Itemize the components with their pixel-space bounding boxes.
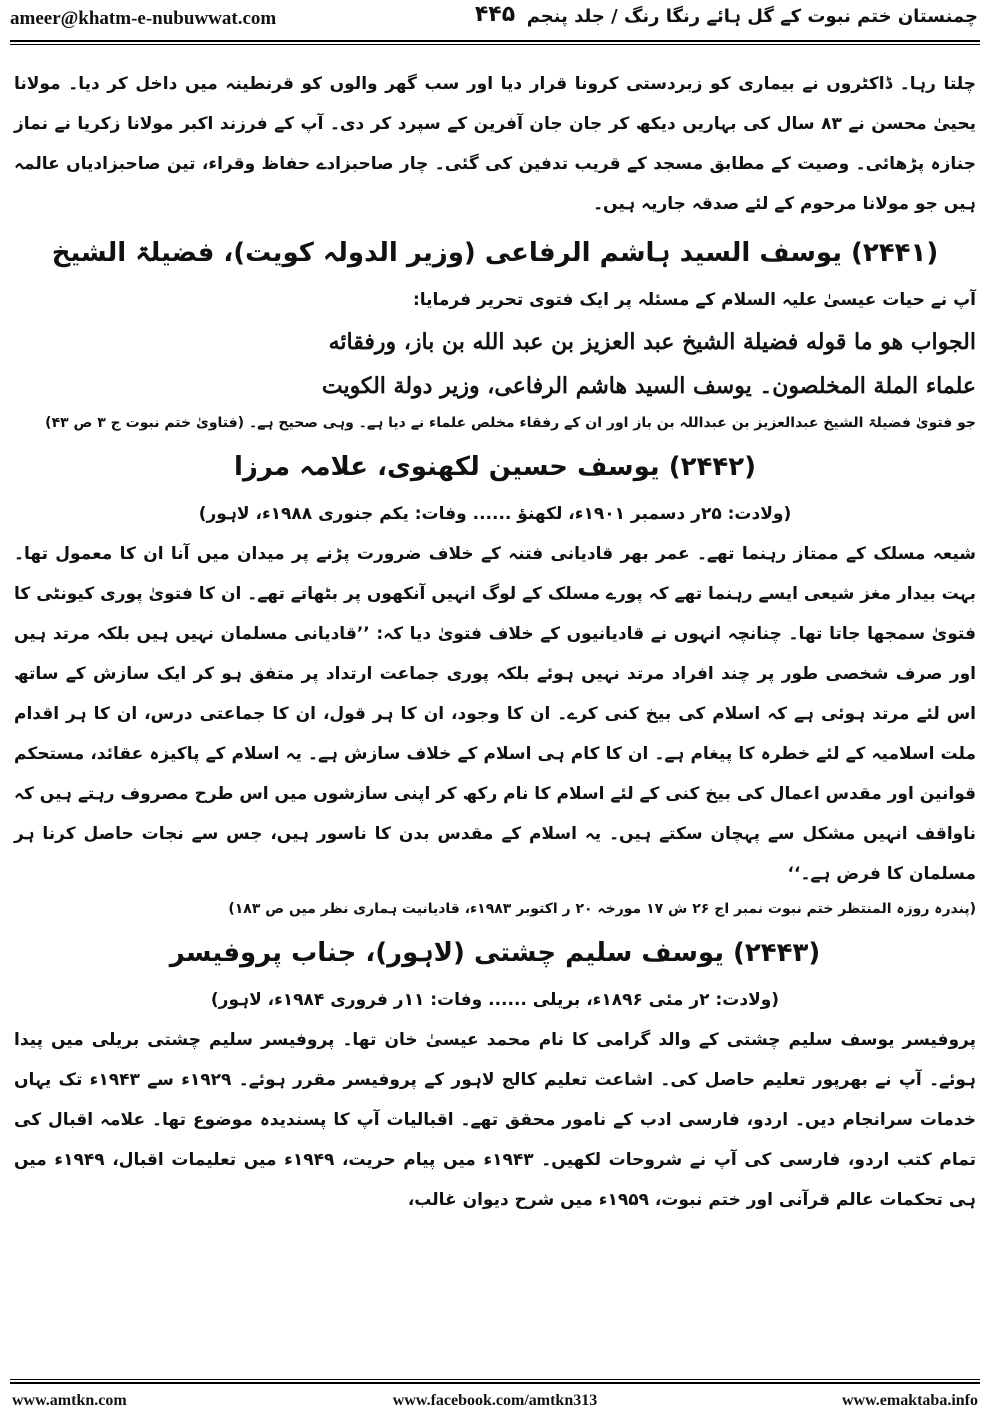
section-2443-heading: (۲۴۴۳) یوسف سلیم چشتی (لاہور)، جناب پروفیسر — [169, 938, 821, 968]
page-footer — [0, 1386, 990, 1420]
section-2441-intro: آپ نے حیات عیسیٰ علیہ السلام کے مسئلہ پر ایک فتوی تحریر فرمایا: — [412, 290, 976, 310]
section-2443-dates: (ولادت: ۲ر مئی ۱۸۹۶ء، بریلی ...... وفات: ۱۱ر فروری ۱۹۸۴ء، لاہور) — [210, 990, 780, 1010]
section-2442-citation: (پندرہ روزہ المنتظر ختم نبوت نمبر اج ۲۶ ش ۱۷ مورخہ ۲۰ ر اکتوبر ۱۹۸۳ء، قادیانیت ہماری نظر میں ص ۱۸۳) — [228, 901, 976, 917]
footer-link-facebook[interactable]: www.facebook.com/amtkn313 — [392, 1392, 598, 1409]
section-2441-heading: (۲۴۴۱) یوسف السید ہاشم الرفاعی (وزیر الدولہ کویت)، فضیلۃ الشیخ — [51, 238, 939, 268]
header-email: ameer@khatm-e-nubuwwat.com — [10, 8, 277, 29]
page-content — [14, 64, 976, 1350]
page-header — [0, 0, 990, 44]
book-title: چمنستان ختم نبوت کے گل ہائے رنگا رنگ / جلد پنجم — [526, 6, 978, 27]
translation-citation: (فتاویٰ ختم نبوت ج ۳ ص ۴۳) — [45, 415, 245, 431]
section-2442-paragraph: شیعہ مسلک کے ممتاز رہنما تھے۔ عمر بھر قادیانی فتنہ کے خلاف ضرورت پڑنے پر میدان میں آنا ان کا معمول تھا۔ بہت بیدار مغز شیعی ایسے رہنما تھے کہ پورے مسلک کے لوگ انہیں آنکھوں پر بٹھاتے تھے۔ ان کا فتویٰ پوری کیونٹی کا فتویٰ سمجھا جاتا تھا۔ چنانچہ انہوں نے قادیانیوں کے خلاف فتویٰ دیا کہ: ’’قادیانی مسلمان نہیں ہیں بلکہ مرتد ہیں اور صرف شخصی طور پر چند افراد مرتد نہیں ہوئے بلکہ پوری جماعت ارتداد پر متفق ہو کر ایک سازش کے ساتھ اس لئے مرتد ہوئی ہے کہ اسلام کی بیخ کنی کرے۔ ان کا وجود، ان کا ہر قول، ان کا جماعتی درس، ان کا ہر اقدام ملت اسلامیہ کے لئے خطرہ کا پیغام ہے۔ ان کا کام ہی اسلام کے خلاف سازش ہے۔ یہ اسلام کے پاکیزہ عقائد، مستحکم قوانین اور مقدس اعمال کی بیخ کنی کے لئے اسلام کا نام رکھ کر اپنی سازشوں میں اس طرح مصروف رہتے ہیں کہ ناواقف انہیں مشکل سے پہچان سکتے ہیں۔ یہ اسلام کے مقدس بدن کا ناسور ہیں، جس سے نجات حاصل کرنا ہر مسلمان کا فرض ہے۔‘‘ — [14, 544, 976, 884]
section-2441-translation — [14, 408, 976, 438]
section-2442-heading: (۲۴۴۲) یوسف حسین لکھنوی، علامہ مرزا — [234, 452, 756, 482]
arabic-fatwa-line-1: الجواب هو ما قوله فضيلة الشيخ عبد العزيز بن عبد الله بن باز، ورفقائه — [328, 329, 976, 355]
section-2443-paragraph: پروفیسر یوسف سلیم چشتی کے والد گرامی کا نام محمد عیسیٰ خان تھا۔ پروفیسر سلیم چشتی بریلی میں پیدا ہوئے۔ آپ نے بھرپور تعلیم حاصل کی۔ اشاعت تعلیم کالج لاہور کے پروفیسر مقرر ہوئے۔ ۱۹۲۹ء سے ۱۹۴۳ء تک یہاں خدمات سرانجام دیں۔ اردو، فارسی ادب کے نامور محقق تھے۔ اقبالیات آپ کا پسندیدہ موضوع تھا۔ علامہ اقبال کی تمام کتب اردو، فارسی کی آپ نے شروحات لکھیں۔ ۱۹۴۳ء میں پیام حریت، ۱۹۴۹ء میں تعلیمات اقبال، ۱۹۴۹ء میں ہی تحکمات عالم قرآنی اور ختم نبوت، ۱۹۵۹ء میں شرح دیوان غالب، — [14, 1030, 977, 1210]
header-divider — [10, 40, 980, 42]
intro-paragraph: چلتا رہا۔ ڈاکٹروں نے بیماری کو زبردستی کرونا قرار دیا اور سب گھر والوں کو قرنطینہ میں داخل کر دیا۔ مولانا یحییٰ محسن نے ۸۳ سال کی بہاریں دیکھ کر جان جان آفرین کے سپرد کر دی۔ آپ کے فرزند اکبر مولانا زکریا نے نماز جنازہ پڑھائی۔ وصیت کے مطابق مسجد کے قریب تدفین کی گئی۔ چار صاحبزادے حفاظ وقراء، تین صاحبزادیاں عالمہ ہیں جو مولانا مرحوم کے لئے صدقہ جاریہ ہیں۔ — [14, 74, 976, 214]
footer-link-amtkn[interactable]: www.amtkn.com — [12, 1392, 127, 1409]
footer-divider-thin — [10, 1379, 980, 1380]
arabic-fatwa-line-2: علماء الملة المخلصون۔ یوسف السید هاشم الرفاعی، وزیر دولة الکویت — [321, 373, 976, 399]
page-number: ۴۴۵ — [474, 2, 516, 27]
footer-divider — [10, 1382, 980, 1384]
translation-text: جو فتویٰ فضیلۃ الشیخ عبدالعزیز بن عبداللہ بن باز اور ان کے رفقاء مخلص علماء نے دیا ہے۔ وہی صحیح ہے۔ — [248, 415, 976, 431]
section-2442-dates: (ولادت: ۲۵ر دسمبر ۱۹۰۱ء، لکھنؤ ...... وفات: یکم جنوری ۱۹۸۸ء، لاہور) — [198, 504, 792, 524]
header-divider-thin — [10, 44, 980, 45]
footer-link-emaktaba[interactable]: www.emaktaba.info — [841, 1392, 978, 1409]
